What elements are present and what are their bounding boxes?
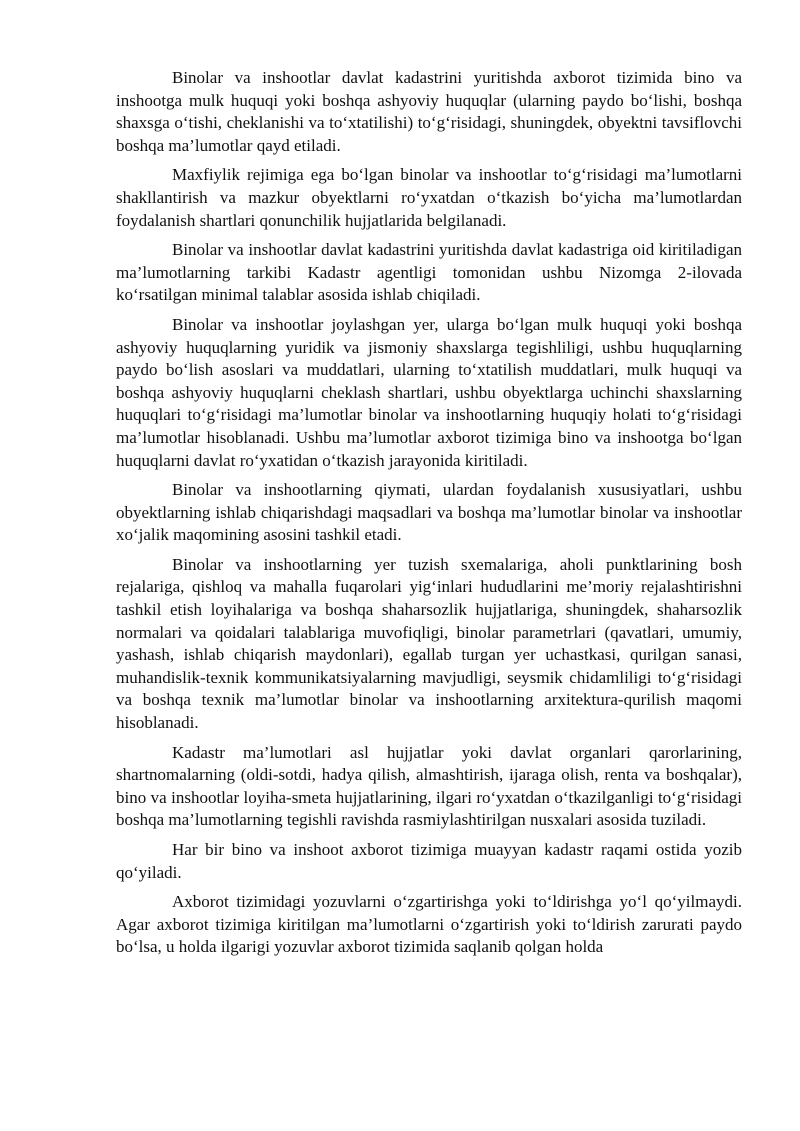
paragraph-7: Kadastr ma’lumotlari asl hujjatlar yoki davlat organlari qarorlarining, shartnomalarning (oldi-sotdi, hadya qilish, almashtirish, ijaraga olish, renta va boshqalar), bino va inshootlar loyiha-smeta hujjatlarining, ilgari ro‘yxatdan o‘tkazilganligi to‘g‘risidagi boshqa ma’lumotlarning tegishli ravishda rasmiylashtirilgan nusxalari asosida tuziladi. [116, 742, 742, 830]
paragraph-3: Binolar va inshootlar davlat kadastrini yuritishda davlat kadastriga oid kiritiladigan ma’lumotlarning tarkibi Kadastr agentligi tomonidan ushbu Nizomga 2-ilovada ko‘rsatilgan minimal talablar asosida ishlab chiqiladi. [116, 240, 742, 305]
paragraph-2: Maxfiylik rejimiga ega bo‘lgan binolar va inshootlar to‘g‘risidagi ma’lumotlarni shakllantirish va mazkur obyektlarni ro‘yxatdan o‘tkazish bo‘yicha ma’lumotlardan foydalanish shartlari qonunchilik hujjatlarida belgilanadi. [116, 165, 742, 230]
paragraph-5: Binolar va inshootlarning qiymati, ulardan foydalanish xususiyatlari, ushbu obyektlarning ishlab chiqarishdagi maqsadlari va boshqa ma’lumotlar binolar va inshootlar xo‘jalik maqomining asosini tashkil etadi. [116, 480, 742, 545]
paragraph-4: Binolar va inshootlar joylashgan yer, ularga bo‘lgan mulk huquqi yoki boshqa ashyoviy huquqlarning yuridik va jismoniy shaxslarga tegishliligi, ushbu huquqlarning paydo bo‘lish asoslari va muddatlari, ularning to‘xtatilish muddatlari, mulk huquqi va boshqa ashyoviy huquqlarni cheklash shartlari, ushbu obyektlarga uchinchi shaxslarning huquqlari to‘g‘risidagi ma’lumotlar binolar va inshootlarning huquqiy holati to‘g‘risidagi ma’lumotlar hisoblanadi. Ushbu ma’lumotlar axborot tizimiga bino va inshootga bo‘lgan huquqlarni davlat ro‘yxatidan o‘tkazish jarayonida kiritiladi. [116, 314, 742, 470]
paragraph-6: Binolar va inshootlarning yer tuzish sxemalariga, aholi punktlarining bosh rejalariga, qishloq va mahalla fuqarolari yig‘inlari hududlarini me’moriy rejalashtirishni tashkil etish loyihalariga va boshqa shaharsozlik hujjatlariga, shuningdek, shaharsozlik normalari va qoidalari talablariga muvofiqligi, binolar parametrlari (qavatlari, umumiy, yashash, ishlab chiqarish maydonlari), egallab turgan yer uchastkasi, qurilgan sanasi, muhandislik-texnik kommunikatsiyalarning mavjudligi, seysmik chidamliligi to‘g‘risidagi va boshqa texnik ma’lumotlar binolar va inshootlarning arxitektura-qurilish maqomi hisoblanadi. [116, 554, 742, 733]
paragraph-1: Binolar va inshootlar davlat kadastrini yuritishda axborot tizimida bino va inshootga mulk huquqi yoki boshqa ashyoviy huquqlar (ularning paydo bo‘lishi, boshqa shaxsga o‘tishi, cheklanishi va to‘xtatilishi) to‘g‘risidagi, shuningdek, obyektni tavsiflovchi boshqa ma’lumotlar qayd etiladi. [116, 68, 742, 155]
paragraph-8: Har bir bino va inshoot axborot tizimiga muayyan kadastr raqami ostida yozib qo‘yiladi. [116, 840, 742, 882]
paragraph-9: Axborot tizimidagi yozuvlarni o‘zgartirishga yoki to‘ldirishga yo‘l qo‘yilmaydi. Agar axborot tizimiga kiritilgan ma’lumotlarni o‘zgartirish yoki to‘ldirish zarurati paydo bo‘lsa, u holda ilgarigi yozuvlar axborot tizimida saqlanib qolgan holda [116, 892, 742, 957]
document-page [116, 67, 742, 966]
